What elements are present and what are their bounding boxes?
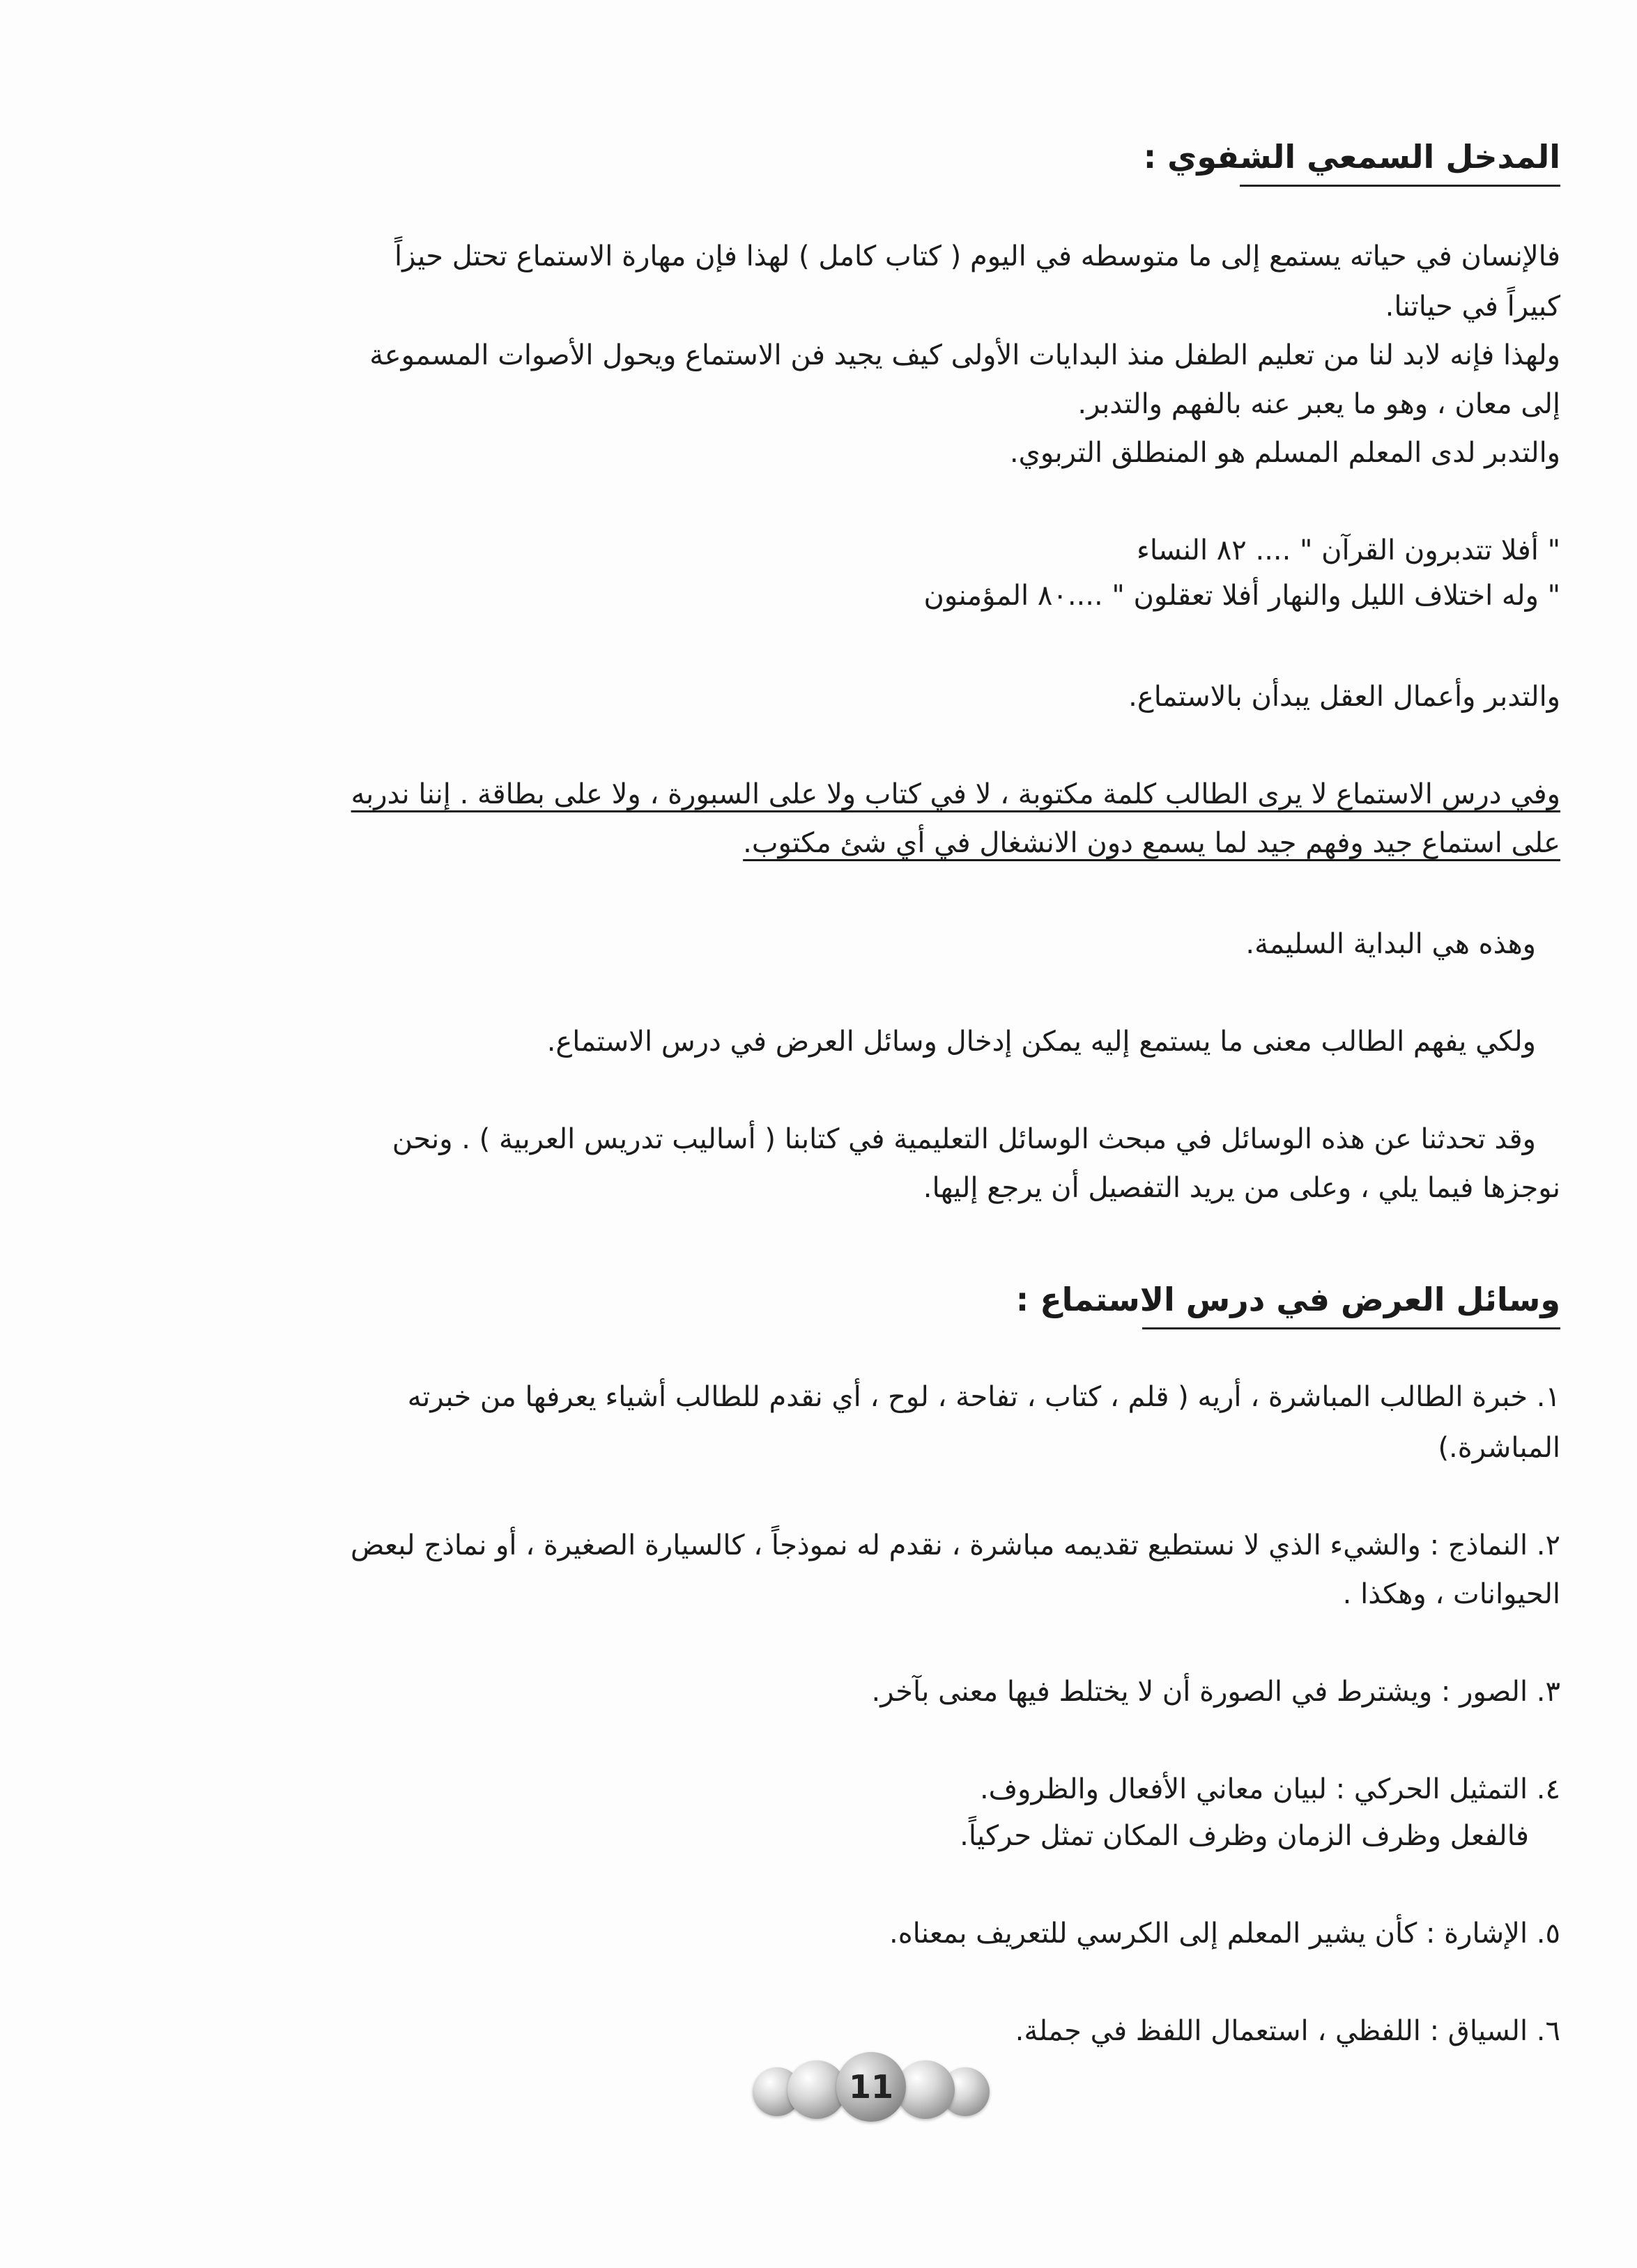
list-item-5: ٥. الإشارة : كأن يشير المعلم إلى الكرسي للتعريف بمعناه.: [889, 1918, 1560, 1950]
heading-underline: [1240, 185, 1560, 187]
list-item-2: ٢. النماذج : والشيء الذي لا نستطيع تقديمه مباشرة ، نقدم له نموذجاً ، كالسيارة الصغيرة ، أو نماذج لبعض: [350, 1529, 1560, 1561]
paragraph-line: ولكي يفهم الطالب معنى ما يستمع إليه يمكن إدخال وسائل العرض في درس الاستماع.: [546, 1026, 1536, 1058]
section-heading-display-means: وسائل العرض في درس الاستماع :: [1015, 1281, 1560, 1318]
paragraph-line: نوجزها فيما يلي ، وعلى من يريد التفصيل أن يرجع إليها.: [923, 1172, 1560, 1204]
list-item-2-cont: الحيوانات ، وهكذا .: [1342, 1578, 1560, 1610]
quote-line: " وله اختلاف الليل والنهار أفلا تعقلون " ....٨٠ المؤمنون: [923, 580, 1560, 612]
heading-underline: [1142, 1327, 1560, 1329]
section-heading-oral-approach: المدخل السمعي الشفوي :: [1143, 138, 1560, 176]
list-item-4-cont: فالفعل وظرف الزمان وظرف المكان تمثل حركياً.: [960, 1820, 1529, 1852]
paragraph-line: وقد تحدثنا عن هذه الوسائل في مبحث الوسائل التعليمية في كتابنا ( أساليب تدريس العربية ) . ونحن: [392, 1123, 1536, 1155]
paragraph-line: كبيراً في حياتنا.: [1385, 291, 1560, 323]
paragraph-line: فالإنسان في حياته يستمع إلى ما متوسطه في اليوم ( كتاب كامل ) لهذا فإن مهارة الاستماع تحتل حيزاً: [394, 240, 1560, 272]
paragraph-line: وهذه هي البداية السليمة.: [1245, 928, 1536, 960]
list-item-6: ٦. السياق : اللفظي ، استعمال اللفظ في جملة.: [1015, 2015, 1560, 2047]
paragraph-line: ولهذا فإنه لابد لنا من تعليم الطفل منذ البدايات الأولى كيف يجيد فن الاستماع ويحول الأصوات المسموعة: [369, 339, 1560, 371]
paragraph-line: إلى معان ، وهو ما يعبر عنه بالفهم والتدبر.: [1077, 388, 1560, 420]
paragraph-line: والتدبر وأعمال العقل يبدأن بالاستماع.: [1128, 681, 1560, 713]
page-number: 11: [836, 2052, 906, 2122]
quote-line: " أفلا تتدبرون القرآن " .... ٨٢ النساء: [1137, 534, 1560, 566]
list-item-4: ٤. التمثيل الحركي : لبيان معاني الأفعال والظروف.: [979, 1773, 1560, 1805]
paragraph-line: والتدبر لدى المعلم المسلم هو المنطلق التربوي.: [1009, 437, 1560, 469]
underlined-line: وفي درس الاستماع لا يرى الطالب كلمة مكتوبة ، لا في كتاب ولا على السبورة ، ولا على بطاقة . إننا ندربه: [351, 778, 1560, 810]
page-number-badge: [753, 2052, 990, 2122]
list-item-1: ١. خبرة الطالب المباشرة ، أريه ( قلم ، كتاب ، تفاحة ، لوح ، أي نقدم للطالب أشياء يعرفها من خبرته: [407, 1381, 1560, 1413]
list-item-1-cont: المباشرة.): [1438, 1432, 1560, 1464]
list-item-3: ٣. الصور : ويشترط في الصورة أن لا يختلط فيها معنى بآخر.: [871, 1676, 1560, 1708]
underlined-line: على استماع جيد وفهم جيد لما يسمع دون الانشغال في أي شئ مكتوب.: [743, 827, 1560, 859]
